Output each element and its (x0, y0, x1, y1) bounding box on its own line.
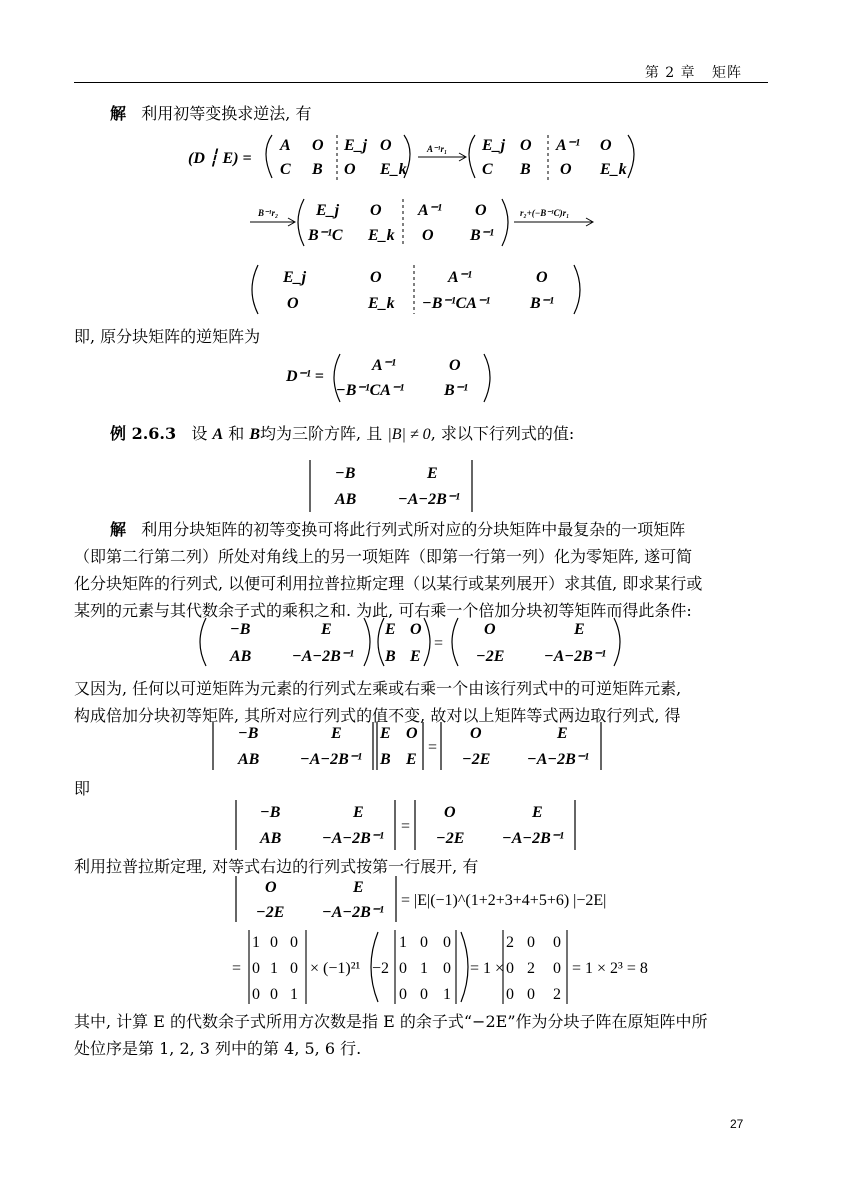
example-condition: |B| ≠ 0 (387, 426, 431, 443)
eq1-m4-cell: A⁻¹ (448, 269, 472, 286)
eq4-m1-left-paren (200, 618, 206, 666)
eq1-m3-cell: B⁻¹C (308, 227, 343, 244)
eq2-cell: B⁻¹ (444, 382, 468, 399)
eq6-cell: AB (260, 830, 282, 847)
eq3-cell: AB (335, 491, 357, 508)
eq1-m4-cell: O (370, 269, 382, 286)
eq8-I2-cell: 0 (399, 986, 407, 1003)
eq1-m2-cell: A⁻¹ (556, 137, 580, 154)
eq8-M2-cell: 0 (553, 960, 561, 977)
eq1-m2-left-paren (469, 135, 475, 178)
eq1-m1-cell: E_j (344, 137, 368, 154)
eq5-cell: B (380, 751, 391, 768)
example-var-a: A (212, 426, 224, 443)
closing-paragraph (74, 1008, 774, 1062)
solution-label-2: 解 (110, 520, 127, 539)
eq8-sign: × (−1)²¹ (310, 960, 361, 977)
eq6-cell: −A−2B⁻¹ (502, 830, 564, 847)
example-text: , 求以下行列式的值: (430, 424, 575, 443)
example-text: 和 (228, 424, 245, 443)
eq6-cell: −2E (436, 830, 465, 847)
eq5-cell: −2E (462, 751, 491, 768)
eq8-M2-cell: 0 (527, 934, 535, 951)
eq4-m2-cell: E (385, 621, 396, 638)
eq1-m2-cell: C (482, 161, 493, 178)
eq8-M2-cell: 0 (527, 986, 535, 1003)
ie-text: 即 (74, 779, 91, 798)
eq1-m1-cell: E_k (380, 161, 407, 178)
eq1-m3-cell: A⁻¹ (418, 202, 442, 219)
eq6-cell: −B (260, 804, 281, 821)
eq1-m2-cell: E_j (482, 137, 506, 154)
eq1-m3-cell: O (370, 202, 382, 219)
eq1-m4-left-paren (252, 265, 258, 314)
eq4-m2-left-paren (378, 618, 384, 666)
eq1-m4-cell: −B⁻¹CA⁻¹ (422, 295, 491, 312)
eq1-m1-cell: C (280, 161, 291, 178)
reason-line: 构成倍加分块初等矩阵, 其所对应行列式的值不变, 故对以上矩阵等式两边取行列式, 得 (74, 706, 681, 725)
page-number: 27 (730, 1117, 744, 1131)
eq1-m4-cell: O (287, 295, 299, 312)
inverse-caption (74, 323, 260, 350)
eq1-m1-left-paren (266, 135, 272, 178)
eq8-M2-cell: 2 (553, 986, 561, 1003)
closing-line: 处位序是第 1, 2, 3 列中的第 4, 5, 6 行. (74, 1039, 362, 1058)
eq8-I1-cell: 1 (270, 960, 278, 977)
eq8-M2-cell: 2 (527, 960, 535, 977)
eq4-m2-cell: E (410, 648, 421, 665)
eq4-m1-cell: AB (230, 648, 252, 665)
eq3-cell: E (427, 465, 438, 482)
eq8-I2-cell: 0 (399, 960, 407, 977)
eq1-m4-cell: E_j (283, 269, 307, 286)
eq7-rhs: = |E|(−1)^(1+2+3+4+5+6) |−2E| (401, 892, 607, 909)
eq4-m3-cell: O (484, 621, 496, 638)
example-var-b: B (249, 426, 261, 443)
eq3-cell: −B (335, 465, 356, 482)
eq1-m1-cell: O (312, 137, 324, 154)
eq6-cell: E (353, 804, 364, 821)
eq6-cell: E (532, 804, 543, 821)
eq1-arrow2-label: B⁻¹r₂ (258, 208, 279, 218)
eq8-times1: = 1 × (470, 960, 505, 977)
inverse-caption-text: 即, 原分块矩阵的逆矩阵为 (74, 327, 261, 346)
eq2-lhs: D⁻¹ = (286, 368, 324, 385)
eq5-cell: E (380, 725, 391, 742)
eq1-m3-cell: E_k (368, 227, 395, 244)
eq7-cell: E (353, 879, 364, 896)
eq3-cell: −A−2B⁻¹ (398, 491, 460, 508)
eq8-I2-cell: 1 (443, 986, 451, 1003)
eq7-cell: −A−2B⁻¹ (322, 904, 384, 921)
solution-label: 解 (110, 104, 127, 123)
solution-paragraph (74, 516, 774, 624)
eq8-I2-cell: 0 (420, 934, 428, 951)
eq2-cell: A⁻¹ (372, 357, 396, 374)
eq1-m3-cell: E_j (316, 202, 340, 219)
header-text: 第 2 章 矩阵 (644, 65, 742, 81)
eq8-I1-cell: 0 (252, 986, 260, 1003)
eq1-m3-cell: O (422, 227, 434, 244)
eq4-m2-right-paren (424, 618, 430, 666)
svg-text:=: = (401, 818, 411, 835)
eq8-I2-cell: 1 (399, 934, 407, 951)
svg-text:=: = (232, 960, 242, 977)
solution-line: 某列的元素与其代数余子式的乘积之和. 为此, 可右乘一个倍加分块初等矩阵而得此条件: (74, 601, 692, 620)
eq5-cell: O (406, 725, 418, 742)
svg-text:=: = (434, 635, 444, 652)
eq8-I2-cell: 0 (420, 986, 428, 1003)
svg-text:=: = (428, 739, 438, 756)
eq1-m2-cell: O (520, 137, 532, 154)
eq1-m3-cell: O (475, 202, 487, 219)
eq8-I2-cell: 1 (420, 960, 428, 977)
eq4-m2-cell: O (410, 621, 422, 638)
eq8-I1-cell: 1 (252, 934, 260, 951)
eq1-m4-cell: B⁻¹ (530, 295, 554, 312)
eq1-m3-cell: B⁻¹ (470, 227, 494, 244)
eq5-cell: −B (238, 725, 259, 742)
solution-line: 化分块矩阵的行列式, 以便可利用拉普拉斯定理（以某行或某列展开）求其值, 即求某行或 (74, 574, 703, 593)
eq5-cell: E (331, 725, 342, 742)
example-label: 例 2.6.3 (110, 424, 177, 443)
eq1-m2-cell: E_k (600, 161, 627, 178)
eq7-cell: −2E (256, 904, 285, 921)
reason-line: 又因为, 任何以可逆矩阵为元素的行列式左乘或右乘一个由该行列式中的可逆矩阵元素, (74, 679, 682, 698)
eq1-m2-right-paren (628, 135, 634, 178)
eq1-m2-cell: O (600, 137, 612, 154)
eq5-cell: −A−2B⁻¹ (300, 751, 362, 768)
eq1-arrow1-label: A⁻¹r₁ (427, 144, 448, 154)
eq4-m1-right-paren (364, 618, 370, 666)
eq1-m3-right-paren (502, 199, 508, 246)
eq4-m1-cell: E (321, 621, 332, 638)
eq8-I1-cell: 0 (270, 986, 278, 1003)
eq8-I1-cell: 1 (290, 986, 298, 1003)
eq8-M2-cell: 0 (506, 986, 514, 1003)
eq8-M2-cell: 0 (553, 934, 561, 951)
eq1-m4-cell: E_k (368, 295, 395, 312)
eq2-cell: O (449, 357, 461, 374)
eq1-m3-left-paren (298, 199, 304, 246)
eq5-cell: −A−2B⁻¹ (527, 751, 589, 768)
laplace-caption-text: 利用拉普拉斯定理, 对等式右边的行列式按第一行展开, 有 (74, 857, 479, 876)
eq7-cell: O (265, 879, 277, 896)
eq8-M2-cell: 2 (506, 934, 514, 951)
eq1-arrow3-label: r₂+(−B⁻¹C)r₁ (520, 208, 570, 218)
eq5-cell: E (406, 751, 417, 768)
laplace-caption (74, 853, 478, 880)
reason-paragraph (74, 675, 774, 729)
example-text: 设 (191, 424, 208, 443)
eq1-m2-cell: B (520, 161, 531, 178)
eq6-cell: O (444, 804, 456, 821)
eq4-m2-cell: B (385, 648, 396, 665)
closing-line: 其中, 计算 E 的代数余子式所用方次数是指 E 的余子式“−2E”作为分块子阵在原矩阵中所 (74, 1012, 708, 1031)
example-text: 均为三阶方阵, 且 (260, 424, 383, 443)
eq2-right-paren (484, 354, 490, 402)
eq8-result: = 1 × 2³ = 8 (572, 960, 648, 977)
eq4-m1-cell: −A−2B⁻¹ (292, 648, 354, 665)
eq8-I1-cell: 0 (252, 960, 260, 977)
eq1-m1-cell: O (344, 161, 356, 178)
eq8-I1-cell: 0 (290, 934, 298, 951)
eq5-cell: O (470, 725, 482, 742)
eq8-minus2: −2 (372, 960, 390, 977)
solution-line: 利用分块矩阵的初等变换可将此行列式所对应的分块矩阵中最复杂的一项矩阵 (141, 520, 686, 539)
solution-line: （即第二行第二列）所处对角线上的另一项矩阵（即第一行第一列）化为零矩阵, 遂可简 (74, 547, 693, 566)
eq8-M2-cell: 0 (506, 960, 514, 977)
eq5-cell: E (557, 725, 568, 742)
eq2-cell: −B⁻¹CA⁻¹ (336, 382, 405, 399)
eq4-m3-left-paren (452, 618, 458, 666)
eq6-cell: −A−2B⁻¹ (322, 830, 384, 847)
example-statement (110, 420, 574, 448)
eq8-I1-cell: 0 (290, 960, 298, 977)
eq4-m3-cell: −A−2B⁻¹ (544, 648, 606, 665)
eq8-I1-cell: 0 (270, 934, 278, 951)
eq8-I2-cell: 0 (443, 934, 451, 951)
eq4-m1-cell: −B (230, 621, 251, 638)
eq1-m2-cell: O (560, 161, 572, 178)
eq1-m1-cell: B (312, 161, 323, 178)
eq4-m3-cell: E (574, 621, 585, 638)
solution-intro-text: 利用初等变换求逆法, 有 (141, 104, 312, 123)
eq1-m4-right-paren (574, 265, 580, 314)
eq1-m1-cell: O (380, 137, 392, 154)
ie-label (74, 775, 90, 802)
eq1-m4-cell: O (536, 269, 548, 286)
eq1-lhs: (D ┆ E) = (188, 150, 252, 167)
eq4-m3-cell: −2E (476, 648, 505, 665)
eq1-m1-cell: A (280, 137, 291, 154)
eq4-m3-right-paren (614, 618, 620, 666)
eq5-cell: AB (238, 751, 260, 768)
eq8-I2-cell: 0 (443, 960, 451, 977)
